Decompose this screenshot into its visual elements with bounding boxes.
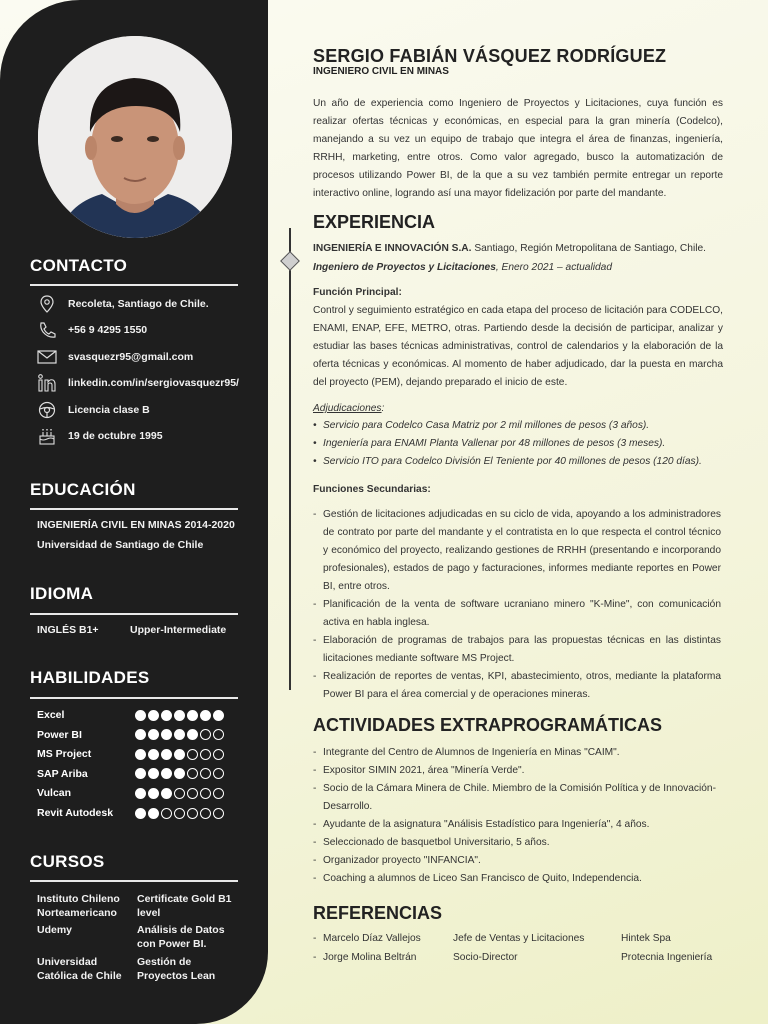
activities-title: ACTIVIDADES EXTRAPROGRAMÁTICAS — [313, 715, 663, 735]
rating-dot-filled — [148, 710, 159, 721]
rating-dot-filled — [135, 729, 146, 740]
rating-dot-empty — [213, 788, 224, 799]
experience-company: INGENIERÍA E INNOVACIÓN S.A. — [313, 243, 472, 254]
skill-row — [37, 727, 237, 743]
course-row — [37, 923, 237, 951]
education-title: EDUCACIÓN — [30, 480, 136, 499]
rating-dot-filled — [161, 710, 172, 721]
contact-phone: +56 9 4295 1550 — [68, 324, 148, 336]
experience-location: Santiago, Región Metropolitana de Santiago, Chile. — [471, 243, 706, 254]
language-title: IDIOMA — [30, 584, 94, 603]
birthday-cake-icon — [34, 427, 60, 445]
secondary-text: Realización de reportes de ventas, KPI, abastecimiento, otros, mediante la plataforma Power BI para el área comercial y de operaciones mineras. — [323, 671, 721, 700]
rating-dot-empty — [200, 808, 211, 819]
skill-name: SAP Ariba — [37, 767, 88, 780]
rating-dot-filled — [161, 768, 172, 779]
experience-title: EXPERIENCIA — [313, 212, 436, 232]
activity-item: - Seleccionado de basquetbol Universitario, 5 años. — [313, 834, 721, 852]
reference-row — [313, 933, 671, 944]
skill-name: Revit Autodesk — [37, 807, 114, 819]
rating-dot-filled — [213, 710, 224, 721]
awards-title-line: Adjudicaciones: — [313, 403, 385, 414]
skill-rating — [135, 749, 224, 760]
rating-dot-filled — [135, 710, 146, 721]
sidebar — [0, 0, 268, 1024]
rating-dot-filled — [161, 729, 172, 740]
rating-dot-empty — [187, 808, 198, 819]
awards-list — [313, 417, 723, 471]
contact-birthday: 19 de octubre 1995 — [68, 430, 163, 442]
experience-position-line — [313, 259, 723, 277]
references-title: REFERENCIAS — [313, 903, 443, 923]
activity-text: Expositor SIMIN 2021, área "Minería Verde". — [323, 765, 525, 776]
secondary-text: Planificación de la venta de software ucraniano minero "K-Mine", con comunicación activa en habla inglesa. — [323, 599, 721, 628]
rating-dot-filled — [187, 729, 198, 740]
rating-dot-empty — [200, 768, 211, 779]
course-row — [37, 955, 237, 983]
activity-text: Organizador proyecto "INFANCIA". — [323, 855, 481, 866]
awards-title: Adjudicaciones — [313, 403, 382, 414]
phone-icon — [34, 321, 60, 339]
secondary-title: Funciones Secundarias: — [313, 484, 431, 495]
reference-position: Socio-Director — [453, 952, 518, 963]
rating-dot-filled — [161, 749, 172, 760]
rating-dot-filled — [148, 729, 159, 740]
award-text: Servicio para Codelco Casa Matriz por 2 mil millones de pesos (3 años). — [323, 420, 650, 431]
activities-list — [313, 744, 721, 888]
contact-location: Recoleta, Santiago de Chile. — [68, 298, 209, 310]
skill-name: Vulcan — [37, 787, 72, 800]
skill-rating — [135, 710, 224, 721]
contact-row-license — [34, 400, 150, 420]
timeline-line — [289, 228, 291, 690]
contact-row-location — [34, 294, 209, 314]
skills-title: HABILIDADES — [30, 668, 150, 687]
timeline-marker — [280, 251, 300, 271]
profile-photo — [38, 36, 232, 238]
reference-position: Jefe de Ventas y Licitaciones — [453, 933, 585, 944]
rating-dot-filled — [148, 749, 159, 760]
award-item: • Servicio para Codelco Casa Matriz por 2 mil millones de pesos (3 años). — [313, 417, 723, 435]
linkedin-icon — [34, 374, 60, 392]
reference-company: Hintek Spa — [621, 933, 671, 944]
skill-rating — [135, 768, 224, 779]
course-institution: Universidad Católica de Chile — [37, 956, 122, 982]
activity-text: Socio de la Cámara Minera de Chile. Miembro de la Comisión Política y de Innovación-Desarrollo. — [323, 783, 716, 812]
rating-dot-empty — [200, 749, 211, 760]
award-item: • Servicio ITO para Codelco División El Teniente por 40 millones de pesos (120 días). — [313, 453, 723, 471]
reference-name: - Jorge Molina Beltrán — [313, 952, 417, 963]
contact-row-email — [34, 347, 193, 367]
profile-photo-illustration — [38, 36, 232, 238]
contact-row-birthday — [34, 426, 163, 446]
divider — [30, 613, 238, 615]
divider — [30, 880, 238, 882]
experience-dates: , Enero 2021 – actualidad — [495, 262, 612, 273]
rating-dot-filled — [135, 749, 146, 760]
rating-dot-filled — [200, 710, 211, 721]
steering-wheel-icon — [34, 401, 60, 419]
reference-name: - Marcelo Díaz Vallejos — [313, 933, 421, 944]
rating-dot-empty — [187, 768, 198, 779]
course-name: Gestión de Proyectos Lean — [137, 956, 216, 982]
rating-dot-empty — [174, 788, 185, 799]
course-name: Análisis de Datos con Power BI. — [137, 924, 225, 950]
secondary-item: - Elaboración de programas de trabajos para las propuestas técnicas en las distintas licitaciones mediante software MS Project. — [313, 632, 721, 668]
award-item: • Ingeniería para ENAMI Planta Vallenar por 48 millones de pesos (3 meses). — [313, 435, 723, 453]
rating-dot-filled — [135, 768, 146, 779]
rating-dot-filled — [174, 710, 185, 721]
skill-name: MS Project — [37, 748, 92, 761]
main-function-title: Función Principal: — [313, 287, 402, 298]
rating-dot-filled — [148, 788, 159, 799]
divider — [30, 697, 238, 699]
language-level: Upper-Intermediate — [130, 624, 227, 636]
activity-item: - Socio de la Cámara Minera de Chile. Miembro de la Comisión Política y de Innovación-Desarrollo. — [313, 780, 721, 816]
candidate-name: SERGIO FABIÁN VÁSQUEZ RODRÍGUEZ — [313, 46, 667, 66]
rating-dot-empty — [213, 808, 224, 819]
skill-rating — [135, 808, 224, 819]
course-row — [37, 892, 237, 920]
activity-text: Ayudante de la asignatura "Análisis Estadístico para Ingeniería", 4 años. — [323, 819, 650, 830]
mail-icon — [34, 350, 60, 364]
candidate-role: INGENIERO CIVIL EN MINAS — [313, 66, 449, 77]
rating-dot-filled — [174, 749, 185, 760]
experience-position: Ingeniero de Proyectos y Licitaciones — [313, 262, 496, 273]
secondary-text: Gestión de licitaciones adjudicadas en su ciclo de vida, apoyando a los administradores de contrato por parte del mandante y el contratista en lo que respecta el control técnico y económico del proyecto, realizando gestiones de RRHH (presentando e incorporando profesionales), estados de pago y facturaciones, informes mediante reportes en Power BI, entre otros. — [323, 509, 721, 592]
rating-dot-empty — [213, 749, 224, 760]
contact-row-linkedin — [34, 373, 239, 393]
secondary-item: - Gestión de licitaciones adjudicadas en su ciclo de vida, apoyando a los administradores de contrato por parte del mandante y el contratista en lo que respecta el control técnico y económico del proyecto, realizando gestiones de RRHH (presentando e incorporando profesionales), estados de pago y facturaciones, informes mediante reportes en Power BI, entre otros. — [313, 506, 721, 596]
divider — [30, 284, 238, 286]
reference-row — [313, 952, 712, 963]
rating-dot-filled — [148, 768, 159, 779]
rating-dot-filled — [135, 808, 146, 819]
summary: Un año de experiencia como Ingeniero de Proyectos y Licitaciones, cuya función es realizar ofertas técnicas y económicas, en especial para la gran minería (Codelco), manejando a su vez un equipo de trabajo que integra el área de finanzas, ingeniería, RRHH, marketing, entre otros. Como valor agregado, busco la automatización de procesos utilizando Power BI, de la que a su vez también permite entregar un reporte interactivo online, logrando así una mayor fidelización por parte del mandante. — [313, 98, 723, 199]
course-institution: Udemy — [37, 924, 73, 936]
rating-dot-filled — [161, 788, 172, 799]
activity-text: Seleccionado de basquetbol Universitario, 5 años. — [323, 837, 550, 848]
divider — [30, 508, 238, 510]
contact-email[interactable]: svasquezr95@gmail.com — [68, 351, 194, 363]
rating-dot-empty — [200, 788, 211, 799]
language-name: INGLÉS B1+ — [37, 624, 99, 636]
rating-dot-empty — [213, 729, 224, 740]
rating-dot-empty — [174, 808, 185, 819]
skill-rating — [135, 729, 224, 740]
rating-dot-filled — [135, 788, 146, 799]
courses-title: CURSOS — [30, 852, 105, 871]
contact-title: CONTACTO — [30, 256, 128, 275]
education-school: Universidad de Santiago de Chile — [37, 539, 204, 551]
skill-row — [37, 707, 237, 723]
rating-dot-empty — [200, 729, 211, 740]
rating-dot-empty — [213, 768, 224, 779]
skill-rating — [135, 788, 224, 799]
award-text: Servicio ITO para Codelco División El Teniente por 40 millones de pesos (120 días). — [323, 456, 702, 467]
activity-item: - Organizador proyecto "INFANCIA". — [313, 852, 721, 870]
course-institution: Instituto Chileno Norteamericano — [37, 893, 120, 919]
skill-row — [37, 785, 237, 801]
contact-linkedin[interactable]: linkedin.com/in/sergiovasquezr95/ — [68, 377, 239, 389]
skill-name: Excel — [37, 709, 65, 721]
reference-name-text: Marcelo Díaz Vallejos — [323, 933, 421, 944]
rating-dot-filled — [187, 710, 198, 721]
award-text: Ingeniería para ENAMI Planta Vallenar por 48 millones de pesos (3 meses). — [323, 438, 666, 449]
activity-item: - Integrante del Centro de Alumnos de Ingeniería en Minas "CAIM". — [313, 744, 721, 762]
education-degree: INGENIERÍA CIVIL EN MINAS 2014-2020 — [37, 519, 235, 531]
rating-dot-filled — [174, 729, 185, 740]
location-pin-icon — [34, 295, 60, 313]
secondary-list — [313, 506, 721, 704]
course-name: Certificate Gold B1 level — [137, 893, 232, 919]
rating-dot-empty — [187, 749, 198, 760]
secondary-item: - Realización de reportes de ventas, KPI, abastecimiento, otros, mediante la plataforma Power BI para el área comercial y de operaciones mineras. — [313, 668, 721, 704]
activity-text: Coaching a alumnos de Liceo San Francisco de Quito, Independencia. — [323, 873, 642, 884]
secondary-item: - Planificación de la venta de software ucraniano minero "K-Mine", con comunicación activa en habla inglesa. — [313, 596, 721, 632]
activity-text: Integrante del Centro de Alumnos de Ingeniería en Minas "CAIM". — [323, 747, 620, 758]
secondary-text: Elaboración de programas de trabajos para las propuestas técnicas en las distintas licitaciones mediante software MS Project. — [323, 635, 721, 664]
skill-row — [37, 805, 237, 821]
rating-dot-empty — [187, 788, 198, 799]
reference-name-text: Jorge Molina Beltrán — [323, 952, 417, 963]
skill-row — [37, 746, 237, 762]
rating-dot-filled — [148, 808, 159, 819]
activity-item: - Coaching a alumnos de Liceo San Francisco de Quito, Independencia. — [313, 870, 721, 888]
rating-dot-filled — [174, 768, 185, 779]
activity-item: - Expositor SIMIN 2021, área "Minería Verde". — [313, 762, 721, 780]
reference-company: Protecnia Ingeniería — [621, 952, 713, 963]
main-function-text: Control y seguimiento estratégico en cada etapa del proceso de licitación para CODELCO, ENAMI, ENAP, EFE, METRO, otras. Partiendo desde la decisión de participar, analizar y estudiar las bases técnicas administrativas, control de calendarios y la elaboración de la oferta técnicas y económicas. Al momento de haber adjudicado, dar la puesta en marcha del proyecto (PEM), dejando preparado el inicio de este. — [313, 305, 723, 388]
contact-license: Licencia clase B — [68, 404, 150, 416]
skill-name: Power BI — [37, 728, 82, 741]
contact-row-phone — [34, 320, 147, 340]
activity-item: - Ayudante de la asignatura "Análisis Estadístico para Ingeniería", 4 años. — [313, 816, 721, 834]
rating-dot-empty — [161, 808, 172, 819]
skill-row — [37, 766, 237, 782]
experience-company-line — [313, 240, 723, 258]
